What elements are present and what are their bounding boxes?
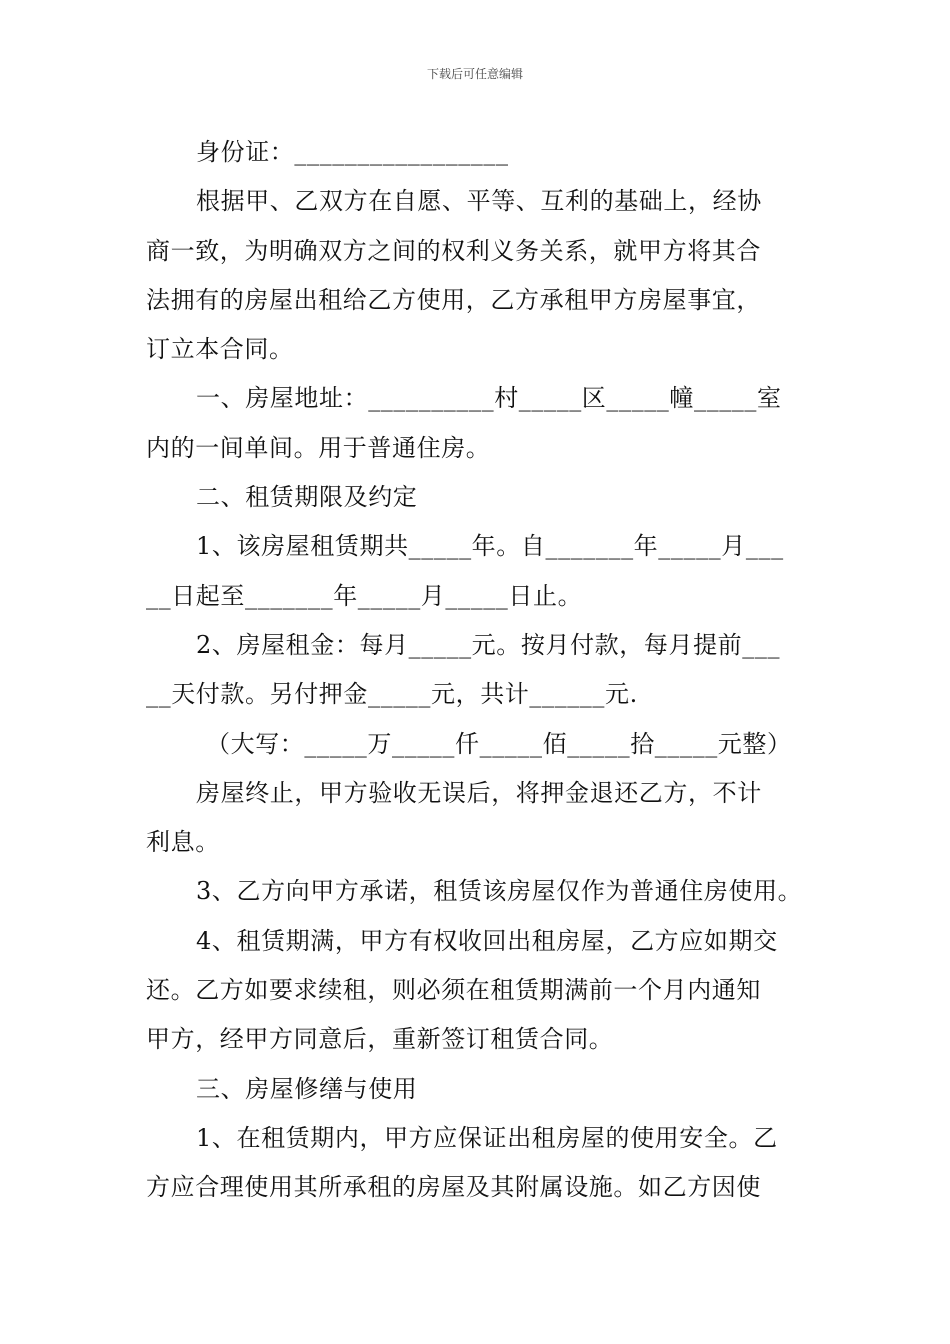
clause-2-3: 3、乙方向甲方承诺，租赁该房屋仅作为普通住房使用。: [196, 877, 803, 906]
page-header: 下载后可任意编辑: [426, 67, 523, 81]
preamble-line-2: 商一致，为明确双方之间的权利义务关系，就甲方将其合: [146, 236, 761, 265]
clause-2-1-line-2: __日起至_______年_____月_____日止。: [146, 581, 583, 610]
clause-2-4-line-1: 4、租赁期满，甲方有权收回出租房屋，乙方应如期交: [196, 926, 778, 955]
deposit-return-line-1: 房屋终止，甲方验收无误后，将押金退还乙方，不计: [196, 778, 762, 807]
id-card-line: 身份证：_________________: [196, 138, 509, 166]
clause-2-2-line-2: __天付款。另付押金_____元，共计______元.: [146, 680, 638, 709]
document-body: [146, 128, 810, 1213]
deposit-return-line-2: 利息。: [146, 828, 220, 857]
section-1-address-line-2: 内的一间单间。用于普通住房。: [146, 433, 491, 462]
preamble-line-3: 法拥有的房屋出租给乙方使用，乙方承租甲方房屋事宜，: [146, 285, 761, 314]
clause-3-1-line-2: 方应合理使用其所承租的房屋及其附属设施。如乙方因使: [146, 1173, 761, 1202]
section-3-heading: 三、房屋修缮与使用: [196, 1074, 418, 1103]
clause-3-1-line-1: 1、在租赁期内，甲方应保证出租房屋的使用安全。乙: [196, 1123, 778, 1152]
preamble-line-1: 根据甲、乙双方在自愿、平等、互利的基础上，经协: [196, 187, 762, 216]
clause-2-4-line-2: 还。乙方如要求续租，则必须在租赁期满前一个月内通知: [146, 976, 761, 1005]
section-2-heading: 二、租赁期限及约定: [196, 483, 418, 512]
clause-2-2-capital-amount: （大写：_____万_____仟_____佰_____拾_____元整）: [206, 729, 792, 758]
clause-2-1-line-1: 1、该房屋租赁期共_____年。自_______年_____月___: [196, 532, 784, 561]
clause-2-2-line-1: 2、房屋租金：每月_____元。按月付款，每月提前___: [196, 630, 781, 659]
clause-2-4-line-3: 甲方，经甲方同意后，重新签订租赁合同。: [146, 1025, 614, 1054]
section-1-address-line-1: 一、房屋地址：__________村_____区_____幢_____室: [196, 384, 782, 413]
preamble-line-4: 订立本合同。: [146, 335, 294, 364]
